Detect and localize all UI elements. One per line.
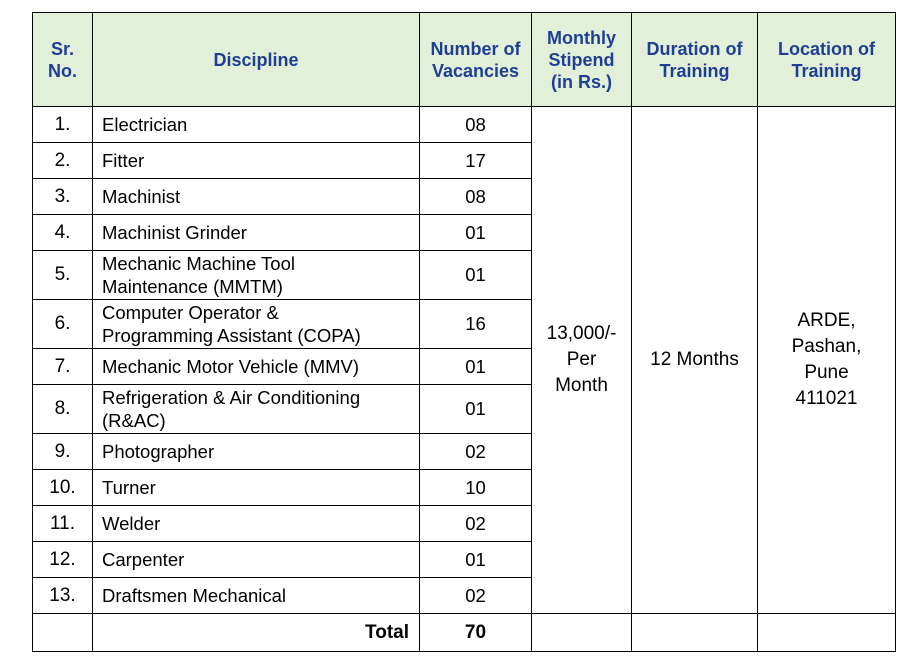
header-location: Location of Training <box>758 13 896 107</box>
total-row <box>33 614 896 652</box>
discipline-cell <box>93 107 420 143</box>
stipend-line: Month <box>555 375 608 396</box>
discipline-line: Refrigeration & Air Conditioning <box>102 387 361 408</box>
sr-no-cell: 2. <box>33 143 93 179</box>
sr-no-cell: 4. <box>33 215 93 251</box>
total-label: Total <box>93 614 420 652</box>
vacancies-cell: 08 <box>420 179 532 215</box>
location-line: Pune <box>804 362 849 383</box>
vacancies-cell: 01 <box>420 385 532 434</box>
sr-no-cell: 9. <box>33 434 93 470</box>
sr-no-cell: 11. <box>33 506 93 542</box>
sr-no-cell: 8. <box>33 385 93 434</box>
sr-no-cell: 7. <box>33 349 93 385</box>
discipline-line: Maintenance (MMTM) <box>102 276 283 297</box>
total-empty-cell <box>33 614 93 652</box>
total-empty-cell <box>532 614 632 652</box>
sr-no-cell: 6. <box>33 300 93 349</box>
discipline-line: Photographer <box>102 441 215 462</box>
sr-no-cell: 10. <box>33 470 93 506</box>
header-duration: Duration of Training <box>632 13 758 107</box>
header-discipline: Discipline <box>93 13 420 107</box>
header-row <box>33 13 896 107</box>
discipline-cell <box>93 349 420 385</box>
header-stipend: Monthly Stipend (in Rs.) <box>532 13 632 107</box>
header-vacancies: Number of Vacancies <box>420 13 532 107</box>
discipline-cell <box>93 542 420 578</box>
discipline-cell <box>93 385 420 434</box>
vacancies-cell: 01 <box>420 251 532 300</box>
duration-cell: 12 Months <box>632 107 758 614</box>
vacancies-cell: 02 <box>420 578 532 614</box>
discipline-line: Machinist <box>102 186 181 207</box>
table-body <box>33 107 896 652</box>
vacancies-cell: 10 <box>420 470 532 506</box>
discipline-line: Welder <box>102 513 161 534</box>
stipend-cell <box>532 107 632 614</box>
total-empty-cell <box>758 614 896 652</box>
discipline-line: Programming Assistant (COPA) <box>102 325 361 346</box>
discipline-cell <box>93 470 420 506</box>
discipline-line: Mechanic Machine Tool <box>102 253 295 274</box>
discipline-cell <box>93 215 420 251</box>
discipline-line: Mechanic Motor Vehicle (MMV) <box>102 356 360 377</box>
vacancies-cell: 01 <box>420 542 532 578</box>
location-line: ARDE, <box>797 310 856 331</box>
total-value: 70 <box>420 614 532 652</box>
stipend-line: 13,000/- <box>546 323 617 344</box>
vacancies-cell: 08 <box>420 107 532 143</box>
discipline-line: Electrician <box>102 114 188 135</box>
discipline-cell <box>93 143 420 179</box>
stipend-line: Per <box>566 349 597 370</box>
sr-no-cell: 1. <box>33 107 93 143</box>
discipline-cell <box>93 300 420 349</box>
discipline-line: Carpenter <box>102 549 185 570</box>
discipline-line: Computer Operator & <box>102 302 279 323</box>
discipline-line: Fitter <box>102 150 145 171</box>
discipline-line: Draftsmen Mechanical <box>102 585 287 606</box>
vacancies-cell: 02 <box>420 506 532 542</box>
sr-no-cell: 5. <box>33 251 93 300</box>
discipline-cell <box>93 251 420 300</box>
vacancies-cell: 01 <box>420 349 532 385</box>
location-line: 411021 <box>795 388 858 409</box>
discipline-line: (R&AC) <box>102 410 166 431</box>
discipline-line: Machinist Grinder <box>102 222 247 243</box>
location-line: Pashan, <box>791 336 862 357</box>
vacancies-cell: 16 <box>420 300 532 349</box>
location-cell <box>758 107 896 614</box>
sr-no-cell: 3. <box>33 179 93 215</box>
total-empty-cell <box>632 614 758 652</box>
discipline-cell <box>93 506 420 542</box>
discipline-cell <box>93 179 420 215</box>
sr-no-cell: 13. <box>33 578 93 614</box>
sr-no-cell: 12. <box>33 542 93 578</box>
vacancy-table <box>32 12 896 652</box>
vacancies-cell: 01 <box>420 215 532 251</box>
discipline-cell <box>93 434 420 470</box>
vacancies-cell: 02 <box>420 434 532 470</box>
discipline-cell <box>93 578 420 614</box>
header-sr-no: Sr. No. <box>33 13 93 107</box>
table-row <box>33 107 896 143</box>
discipline-line: Turner <box>102 477 156 498</box>
vacancies-cell: 17 <box>420 143 532 179</box>
